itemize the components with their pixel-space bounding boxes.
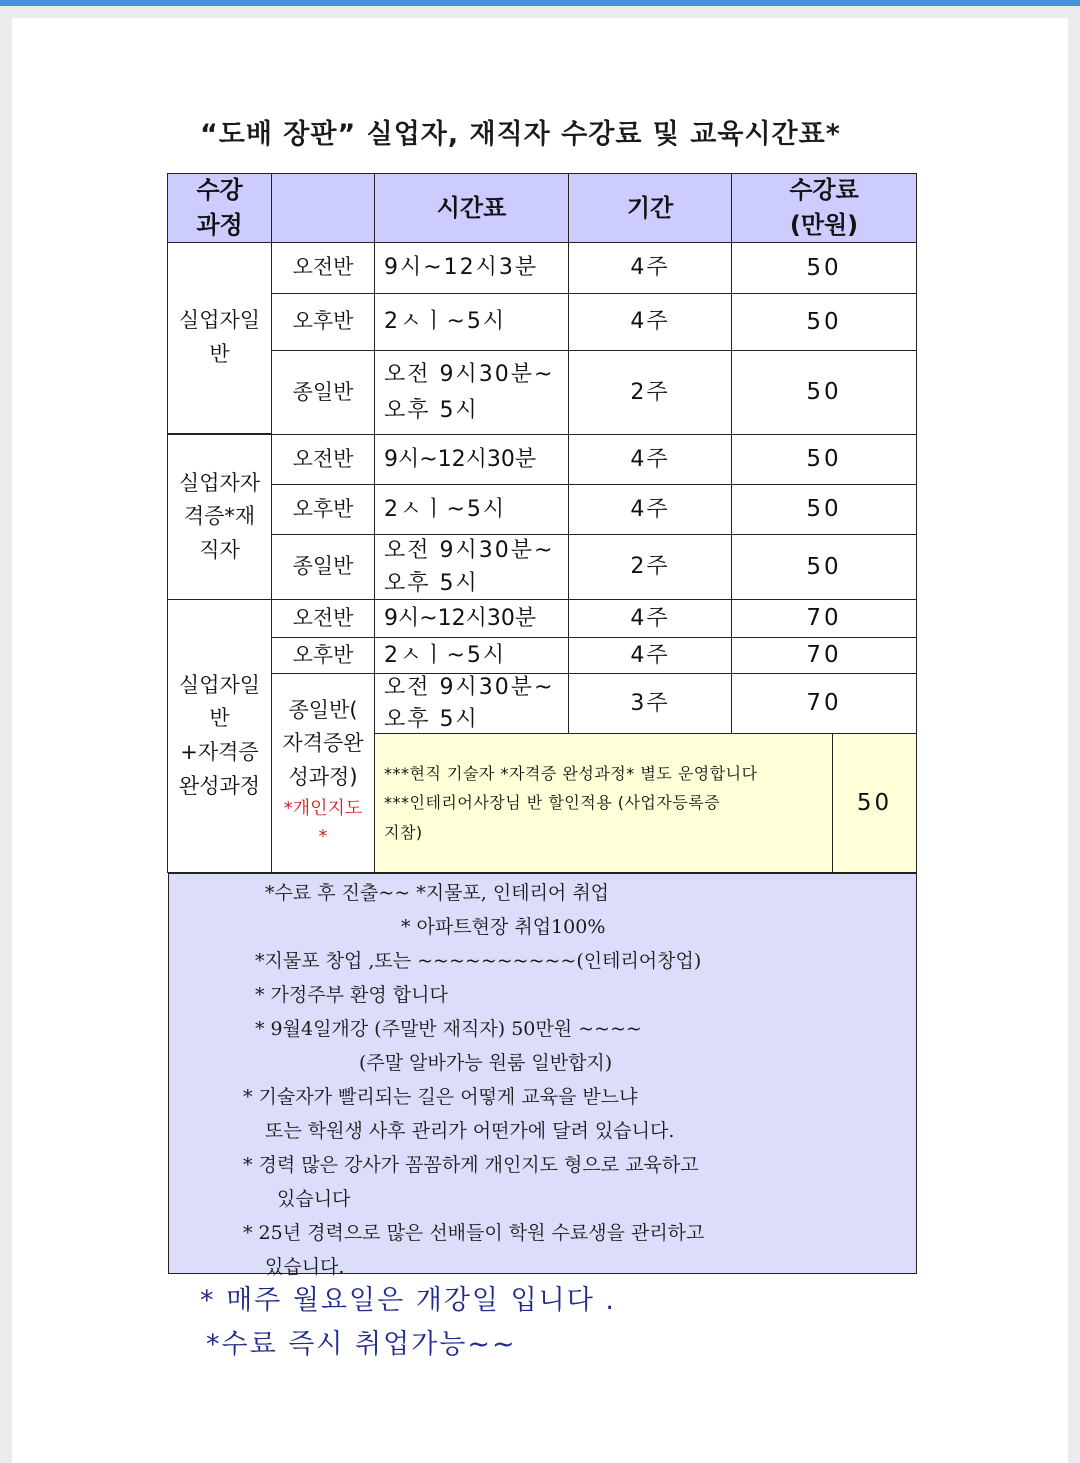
course-fee: 70: [731, 673, 917, 734]
info-line: 있습니다: [277, 1188, 351, 1210]
special-course-fee: 50: [832, 733, 917, 873]
course-fee: 50: [731, 434, 917, 485]
schedule-time: 2ㅅㅣ~5시: [374, 484, 569, 535]
class-type: 종일반( 자격증완 성과정): [282, 697, 364, 789]
info-line: * 아파트현장 취업100%: [401, 916, 606, 938]
class-type-full-day: [271, 673, 375, 873]
course-fee: 50: [731, 350, 917, 435]
course-period: 4주: [568, 599, 732, 638]
course-fee: 50: [731, 293, 917, 351]
course-period: 4주: [568, 434, 732, 485]
course-fee: 50: [731, 484, 917, 535]
schedule-time: 오전 9시30분~ 오후 5시: [374, 350, 569, 435]
personal-tutoring-note: *개인지도 *: [283, 797, 363, 848]
footer-employment: *수료 즉시 취업가능~~: [206, 1329, 517, 1360]
course-period: 4주: [568, 293, 732, 351]
class-type: 오전반: [271, 434, 375, 485]
course-period: 4주: [568, 484, 732, 535]
course-fee: 50: [731, 242, 917, 294]
footer-monday-start: * 매주 월요일은 개강일 입니다 .: [200, 1285, 616, 1316]
info-line: 있습니다.: [265, 1256, 345, 1278]
info-line: * 기술자가 빨리되는 길은 어떻게 교육을 받느냐: [243, 1086, 638, 1108]
header-schedule: 시간표: [374, 173, 569, 243]
schedule-time: 2ㅅㅣ~5시: [374, 637, 569, 674]
group-name: 실업자일 반 +자격증 완성과정: [167, 599, 272, 873]
course-fee: 70: [731, 599, 917, 638]
special-course-note: ***현직 기술자 *자격증 완성과정* 별도 운영합니다 ***인테리어사장님 반 할인적용 (사업자등록증 지참): [374, 733, 833, 873]
info-line: * 경력 많은 강사가 꼼꼼하게 개인지도 형으로 교육하고: [243, 1154, 699, 1176]
header-fee: 수강료 (만원): [731, 173, 917, 243]
course-fee: 50: [731, 534, 917, 600]
top-accent-bar: [0, 0, 1080, 6]
schedule-time: 오전 9시30분~ 오후 5시: [374, 673, 569, 734]
class-type: 오후반: [271, 484, 375, 535]
schedule-time: 오전 9시30분~ 오후 5시: [374, 534, 569, 600]
course-period: 2주: [568, 350, 732, 435]
course-fee: 70: [731, 637, 917, 674]
class-type: 오전반: [271, 599, 375, 638]
schedule-time: 9시~12시3분: [374, 242, 569, 294]
info-box: [168, 873, 917, 1278]
group-name: 실업자자 격증*재 직자: [167, 434, 272, 600]
header-period: 기간: [568, 173, 732, 243]
group-name: 실업자일 반: [167, 242, 272, 434]
course-period: 2주: [568, 534, 732, 600]
info-line: * 9월4일개강 (주말반 재직자) 50만원 ~~~~: [255, 1018, 642, 1040]
document-title: “도배 장판” 실업자, 재직자 수강료 및 교육시간표*: [200, 119, 841, 150]
info-line: *수료 후 진출~~ *지물포, 인테리어 취업: [265, 882, 610, 904]
info-line: *지물포 창업 ,또는 ~~~~~~~~~~(인테리어창업): [255, 950, 702, 972]
schedule-time: 9시~12시30분: [374, 599, 569, 638]
schedule-time: 9시~12시30분: [374, 434, 569, 485]
schedule-time: 2ㅅㅣ~5시: [374, 293, 569, 351]
info-line: * 가정주부 환영 합니다: [255, 984, 448, 1006]
class-type: 종일반: [271, 534, 375, 600]
course-period: 4주: [568, 242, 732, 294]
course-period: 4주: [568, 637, 732, 674]
info-line: * 25년 경력으로 많은 선배들이 학원 수료생을 관리하고: [243, 1222, 705, 1244]
course-period: 3주: [568, 673, 732, 734]
info-line: 또는 학원생 사후 관리가 어떤가에 달려 있습니다.: [265, 1120, 675, 1142]
class-type: 오후반: [271, 637, 375, 674]
class-type: 오후반: [271, 293, 375, 351]
header-course: 수강 과정: [167, 173, 272, 243]
info-line: (주말 알바가능 원룸 일반합지): [359, 1052, 613, 1074]
class-type: 종일반: [271, 350, 375, 435]
header-blank: [271, 173, 375, 243]
class-type: 오전반: [271, 242, 375, 294]
